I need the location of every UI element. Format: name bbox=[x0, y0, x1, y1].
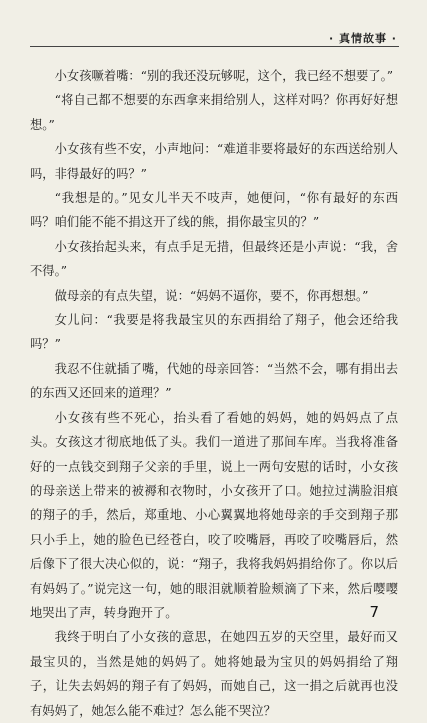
article-body bbox=[30, 64, 398, 723]
paragraph: 小女孩有些不死心，抬头看了看她的妈妈，她的妈妈点了点头。女孩这才彻底地低了头。我们一道进了那间车库。当我将准备好的一点钱交到翔子父亲的手里，说上一两句安慰的话时，小女孩的母亲送上带来的被褥和衣物时，小女孩开了口。她拉过满脸泪痕的翔子的手，然后，郑重地、小心翼翼地将她母亲的手交到翔子那只小手上，她的脸色已经苍白，咬了咬嘴唇，再咬了咬嘴唇后，然后像下了很大决心似的，说：“翔子，我将我妈妈捐给你了。你以后有妈妈了。”说完这一句，她的眼泪就顺着脸颊滴了下来，然后嘤嘤地哭出了声，转身跑开了。 bbox=[30, 410, 398, 620]
page-number: 7 bbox=[369, 603, 379, 621]
paragraph: 做母亲的有点失望，说：“妈妈不逼你，要不，你再想想。” bbox=[54, 288, 369, 303]
running-header: · 真情故事 · bbox=[328, 32, 397, 45]
paragraph: 小女孩噘着嘴：“别的我还没玩够呢，这个，我已经不想要了。” bbox=[54, 69, 394, 83]
paragraph: “将自己都不想要的东西拿来捐给别人，这样对吗？你再好好想想。” bbox=[30, 93, 398, 132]
paragraph: “我想是的。”见女儿半天不吱声，她便问，“你有最好的东西吗？咱们能不能不捐这开了线的熊，捐你最宝贝的？” bbox=[30, 191, 398, 230]
paragraph: 小女孩抬起头来，有点手足无措，但最终还是小声说：“我，舍不得。” bbox=[30, 239, 398, 279]
paragraph: 我终于明白了小女孩的意思，在她四五岁的天空里，最好而又最宝贝的，当然是她的妈妈了。她将她最为宝贝的妈妈捐给了翔子，让失去妈妈的翔子有了妈妈，而她自己，这一捐之后就再也没有妈妈了，她怎么能不难过？怎么能不哭泣？ bbox=[30, 630, 398, 718]
paragraph: 女儿问：“我要是将我最宝贝的东西捐给了翔子，他会还给我吗？” bbox=[30, 313, 398, 352]
header-divider bbox=[30, 46, 399, 47]
paragraph: 小女孩有些不安，小声地问：“难道非要将最好的东西送给别人吗，非得最好的吗？” bbox=[30, 142, 398, 181]
paragraph: 我忍不住就插了嘴，代她的母亲回答：“当然不会，哪有捐出去的东西又还回来的道理？” bbox=[30, 361, 398, 401]
